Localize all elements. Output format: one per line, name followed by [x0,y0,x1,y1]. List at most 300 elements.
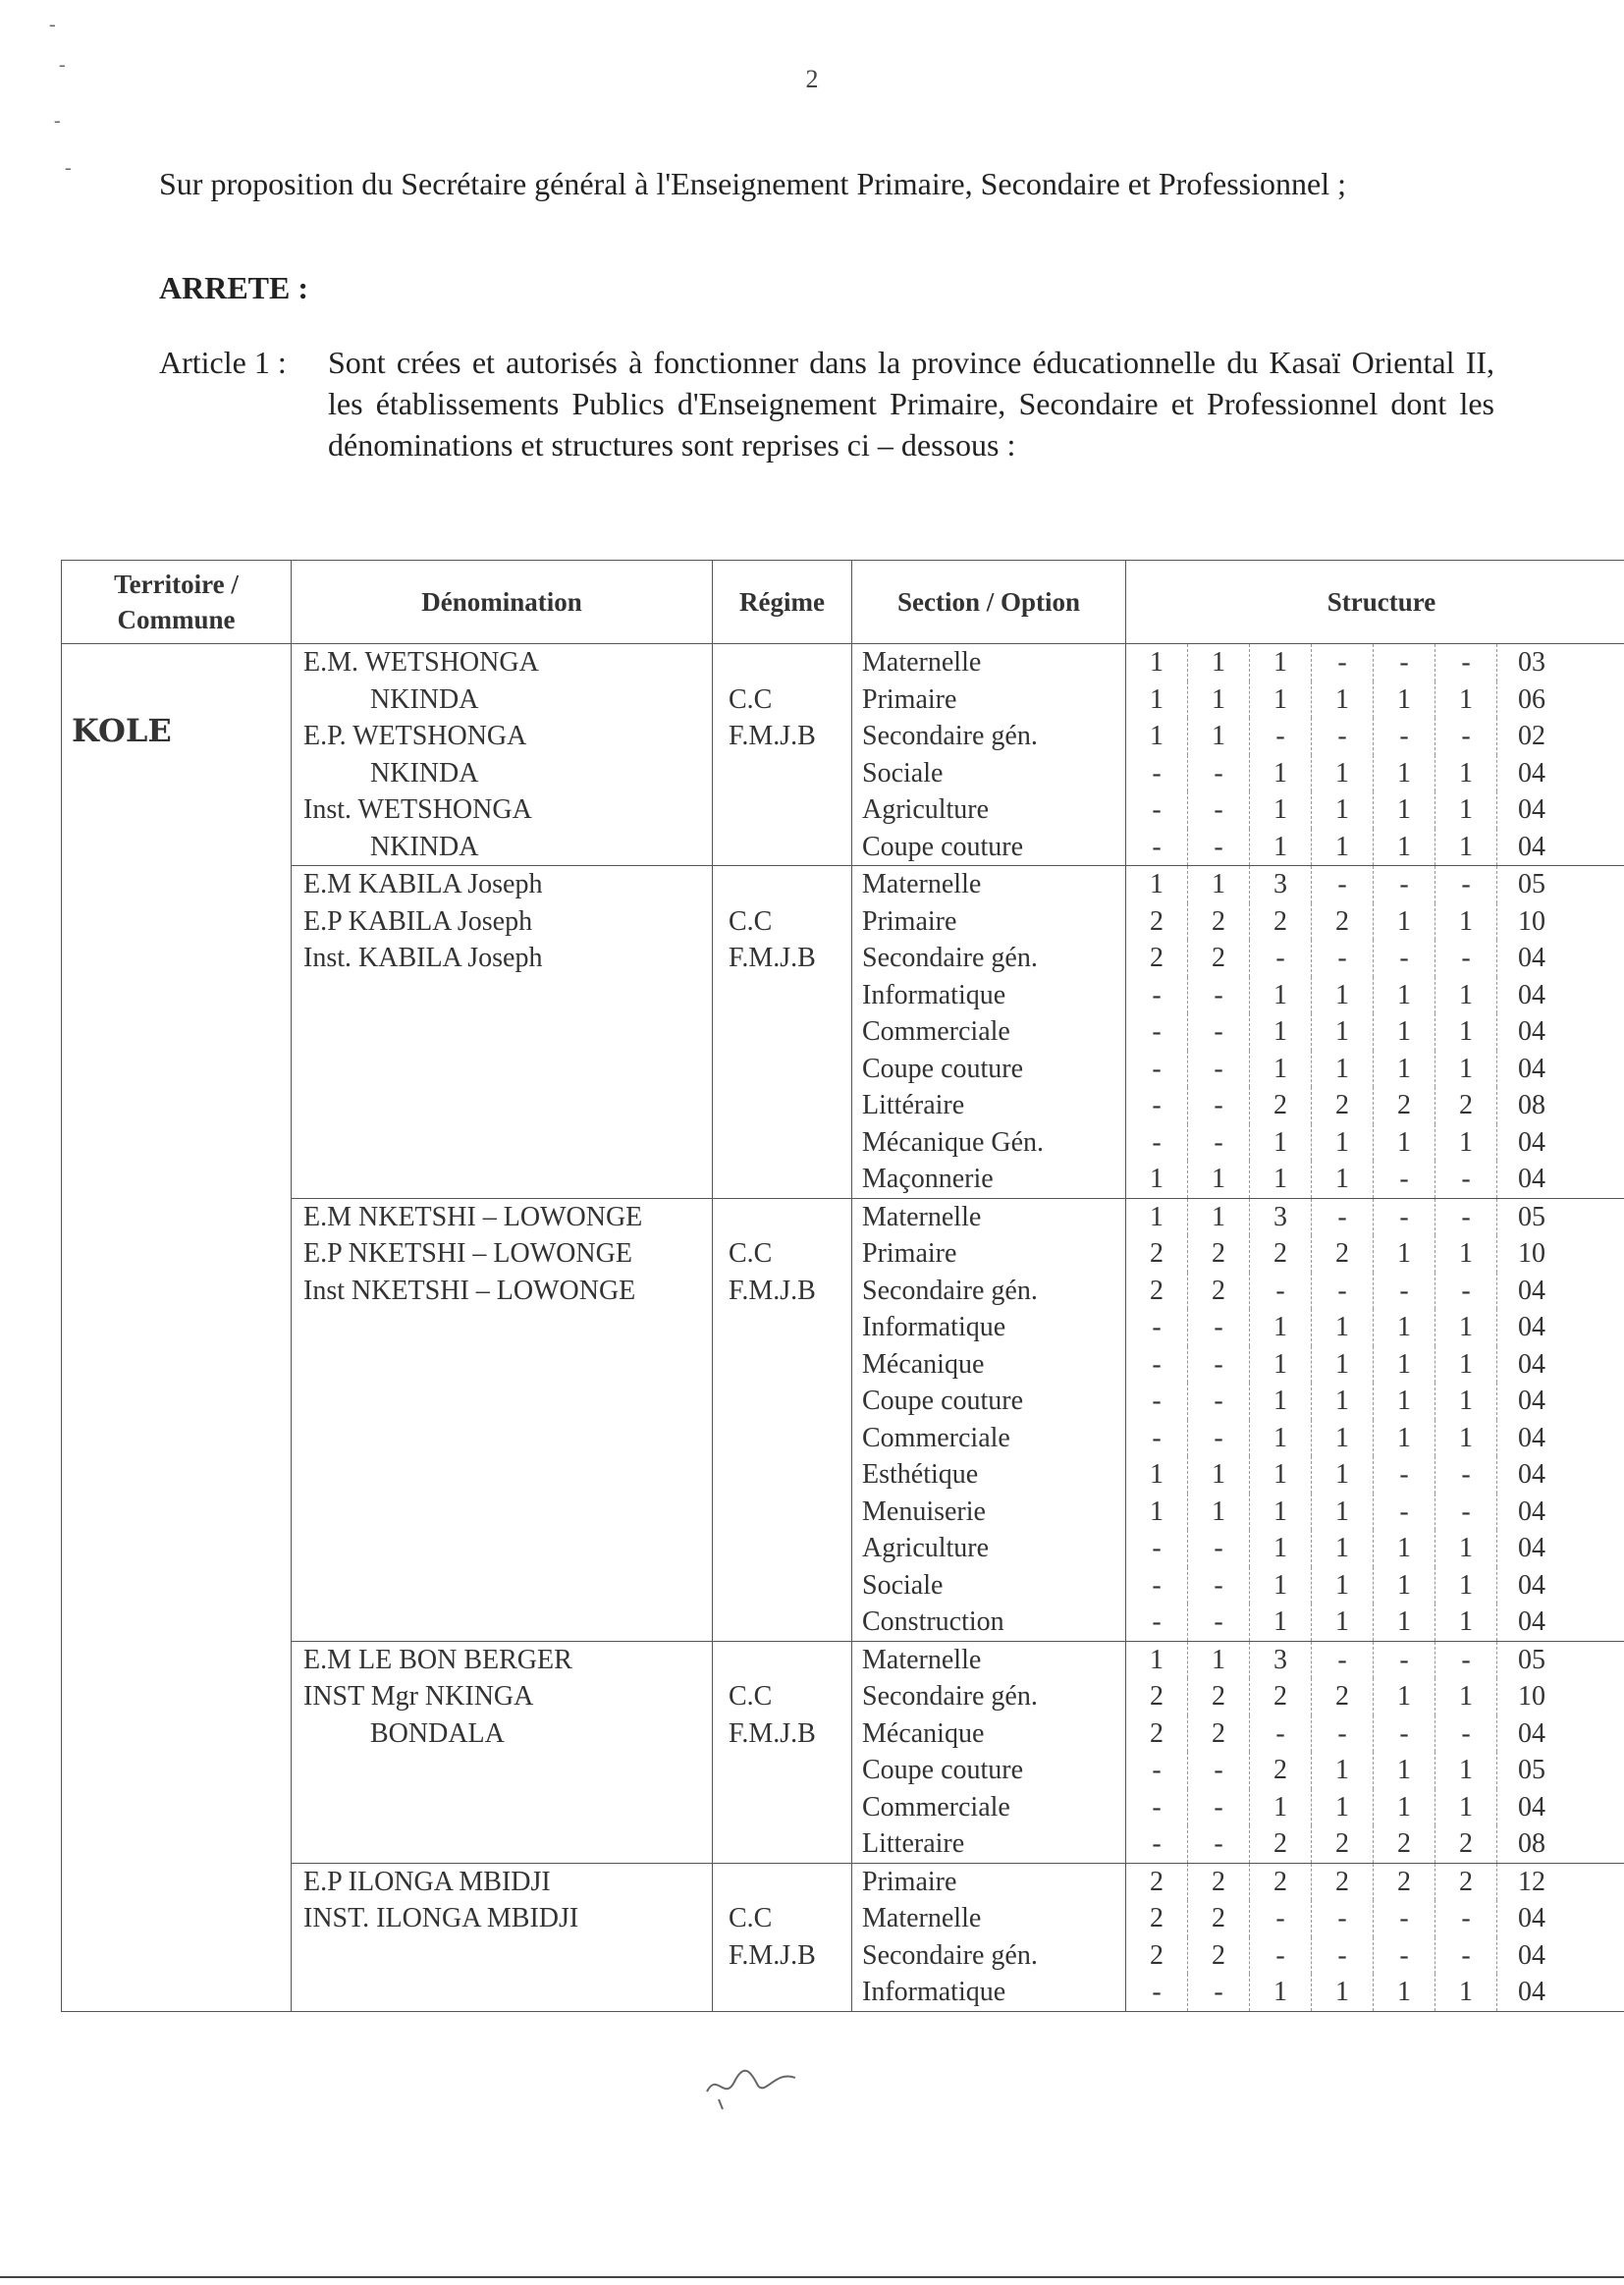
structure-value: 1 [1249,1383,1311,1420]
article-text: Sont crées et autorisés à fonctionner dans la province éducationnelle du Kasaï Oriental II, les établissements Publics d'Enseignement Primaire, Secondaire et Professionnel dont les dénominations et structures sont reprises ci – dessous : [328,345,1494,462]
structure-cell [1126,1198,1624,1641]
structure-row [1126,1715,1624,1753]
structure-row [1126,1974,1624,2011]
denomination-cell [292,1198,713,1641]
section-option: Agriculture [862,794,990,825]
structure-value: 1 [1373,1604,1435,1641]
page-number: 2 [805,65,819,93]
structure-value: - [1249,1937,1311,1975]
structure-value: - [1311,1715,1373,1753]
structure-row [1126,1789,1624,1826]
structure-value: 1 [1187,1642,1249,1679]
section-option: Mécanique [862,1717,985,1749]
structure-value: 3 [1249,1642,1311,1679]
structure-value: - [1311,1642,1373,1679]
structure-value: 1 [1435,1051,1496,1088]
structure-value: - [1187,1789,1249,1826]
structure-row [1126,1678,1624,1715]
structure-value: - [1152,1422,1162,1453]
section-option: Coupe couture [862,1386,1024,1416]
section-cell [852,1863,1126,2011]
structure-value: 1 [1373,1678,1435,1715]
structure-total: 06 [1496,681,1566,719]
structure-value: 1 [1435,681,1496,719]
structure-value: - [1152,1977,1162,2007]
structure-value: - [1435,1456,1496,1494]
structure-value: 1 [1435,903,1496,941]
structure-value: 1 [1249,1789,1311,1826]
intro-paragraph: Sur proposition du Secrétaire général à l'Enseignement Primaire, Secondaire et Professionnel ; [159,166,1346,201]
structure-total: 04 [1496,1124,1566,1162]
structure-value: - [1187,1825,1249,1863]
structure-value: 1 [1373,1051,1435,1088]
structure-value: 1 [1311,977,1373,1014]
regime-line: F.M.J.B [729,1717,816,1749]
denomination-line: INST. ILONGA MBIDJI [303,1903,579,1933]
structure-row [1126,644,1624,681]
structure-value: 1 [1187,644,1249,681]
structure-value: 1 [1187,681,1249,719]
structure-value: 1 [1311,1494,1373,1531]
regime-line: C.C [729,905,773,937]
structure-value: - [1373,644,1435,681]
structure-value: - [1187,1420,1249,1457]
section-option: Litteraire [862,1828,965,1859]
section-option: Commerciale [862,1016,1010,1047]
structure-total: 05 [1496,1642,1566,1679]
structure-total: 04 [1496,755,1566,792]
structure-value: - [1249,1900,1311,1937]
structure-value: - [1152,1828,1162,1859]
structure-value: 1 [1373,903,1435,941]
structure-value: 2 [1249,1678,1311,1715]
structure-value: 1 [1373,1013,1435,1051]
structure-cell [1126,1641,1624,1863]
section-option: Maternelle [862,1644,982,1675]
structure-value: 2 [1150,1903,1164,1933]
structure-table [61,560,1624,2012]
structure-value: - [1187,1752,1249,1789]
section-option: Coupe couture [862,1053,1024,1084]
table-group-row [62,1863,1624,2011]
structure-row [1126,1456,1624,1494]
section-option: Primaire [862,1866,957,1897]
structure-value: 1 [1249,644,1311,681]
structure-value: - [1435,940,1496,977]
denomination-line: E.P. WETSHONGA [303,721,527,751]
section-option: Sociale [862,757,944,789]
decree-heading: ARRETE : [159,270,309,305]
structure-value: - [1249,718,1311,755]
section-option: Secondaire gén. [862,1939,1038,1971]
structure-value: 1 [1435,1530,1496,1567]
structure-value: 1 [1249,755,1311,792]
structure-total: 04 [1496,940,1566,977]
structure-total: 02 [1496,718,1566,755]
structure-value: 1 [1311,1051,1373,1088]
structure-value: 1 [1249,1456,1311,1494]
section-option: Maternelle [862,869,982,899]
structure-value: 1 [1373,1309,1435,1346]
structure-value: 1 [1150,647,1164,678]
structure-total: 04 [1496,1789,1566,1826]
structure-value: - [1152,1755,1162,1785]
article-label: Article 1 : [159,345,287,380]
section-cell [852,644,1126,866]
structure-row [1126,903,1624,941]
structure-value: 1 [1311,829,1373,866]
structure-total: 04 [1496,1456,1566,1494]
structure-row [1126,1161,1624,1198]
table-group-row [62,644,1624,866]
structure-value: 2 [1435,1825,1496,1863]
structure-value: 1 [1249,1974,1311,2011]
structure-value: - [1435,1161,1496,1198]
regime-line: C.C [729,1238,773,1269]
structure-row [1126,1273,1624,1310]
structure-total: 08 [1496,1825,1566,1863]
structure-cell [1126,1863,1624,2011]
denomination-line: E.M. WETSHONGA [303,647,539,678]
structure-row [1126,1383,1624,1420]
structure-value: - [1152,831,1162,862]
structure-value: 1 [1249,1051,1311,1088]
structure-total: 10 [1496,903,1566,941]
structure-value: 1 [1187,866,1249,903]
structure-value: 1 [1311,1383,1373,1420]
structure-value: - [1373,940,1435,977]
section-option: Coupe couture [862,1755,1024,1785]
section-option: Commerciale [862,1422,1010,1453]
section-option: Littéraire [862,1090,965,1120]
structure-value: 1 [1435,791,1496,829]
scan-mark: - [65,157,72,179]
denomination-cell [292,1641,713,1863]
structure-value: 2 [1311,1864,1373,1901]
structure-total: 04 [1496,1937,1566,1975]
section-cell [852,866,1126,1199]
structure-cell [1126,866,1624,1199]
structure-value: - [1152,1791,1162,1823]
structure-value: 2 [1187,1900,1249,1937]
denomination-line: NKINDA [370,757,479,789]
structure-value: 1 [1373,1974,1435,2011]
structure-value: - [1187,1567,1249,1605]
structure-value: - [1435,1199,1496,1236]
structure-value: 2 [1187,1235,1249,1273]
structure-value: 1 [1435,1124,1496,1162]
structure-value: - [1373,1937,1435,1975]
structure-value: - [1435,866,1496,903]
structure-value: 1 [1373,681,1435,719]
structure-value: 1 [1373,1383,1435,1420]
structure-value: 2 [1249,1235,1311,1273]
section-option: Maternelle [862,1201,982,1232]
structure-value: 1 [1150,1201,1164,1232]
structure-row [1126,681,1624,719]
structure-value: 1 [1150,1496,1164,1527]
regime-line: F.M.J.B [729,721,816,751]
structure-value: 2 [1150,1275,1164,1306]
denomination-cell [292,644,713,866]
structure-value: 1 [1435,1789,1496,1826]
structure-value: - [1311,1937,1373,1975]
structure-value: - [1373,718,1435,755]
structure-value: 2 [1435,1864,1496,1901]
structure-value: - [1152,794,1162,825]
structure-value: - [1311,1199,1373,1236]
structure-value: 1 [1187,1456,1249,1494]
structure-value: 1 [1311,1346,1373,1384]
section-option: Agriculture [862,1533,990,1563]
denomination-line: E.M NKETSHI – LOWONGE [303,1201,643,1232]
structure-total: 04 [1496,1346,1566,1384]
structure-total: 04 [1496,829,1566,866]
structure-value: 1 [1373,1530,1435,1567]
structure-value: 1 [1373,1420,1435,1457]
scan-mark: - [49,14,56,35]
structure-row [1126,977,1624,1014]
structure-total: 04 [1496,1494,1566,1531]
structure-value: - [1373,866,1435,903]
structure-value: 2 [1150,1238,1164,1269]
section-option: Informatique [862,1312,1006,1342]
structure-value: - [1187,1346,1249,1384]
structure-row [1126,1825,1624,1863]
denomination-line: E.M KABILA Joseph [303,869,543,899]
structure-value: 1 [1373,1567,1435,1605]
table-group-row [62,1641,1624,1863]
structure-row [1126,1530,1624,1567]
structure-total: 04 [1496,1273,1566,1310]
structure-value: 3 [1249,1199,1311,1236]
structure-value: 1 [1150,1644,1164,1675]
structure-value: 2 [1249,903,1311,941]
structure-row [1126,1346,1624,1384]
structure-value: - [1152,1533,1162,1563]
structure-value: - [1373,1900,1435,1937]
structure-value: 1 [1311,1420,1373,1457]
structure-value: 1 [1249,1309,1311,1346]
structure-value: - [1435,1494,1496,1531]
structure-value: - [1187,829,1249,866]
header-territory: Territoire / Commune [62,561,292,644]
structure-value: - [1373,1161,1435,1198]
section-option: Secondaire gén. [862,943,1038,973]
structure-value: 1 [1249,791,1311,829]
structure-total: 04 [1496,1974,1566,2011]
structure-row [1126,1937,1624,1975]
structure-value: 2 [1249,1864,1311,1901]
structure-value: - [1435,1900,1496,1937]
table-group-row [62,866,1624,1199]
section-option: Coupe couture [862,831,1024,862]
denomination-line: Inst NKETSHI – LOWONGE [303,1275,636,1306]
structure-value: 1 [1435,1567,1496,1605]
structure-value: 1 [1435,755,1496,792]
section-option: Esthétique [862,1459,979,1490]
structure-value: - [1435,718,1496,755]
structure-total: 12 [1496,1864,1566,1901]
header-denomination: Dénomination [292,561,713,644]
structure-value: 2 [1249,1752,1311,1789]
structure-value: - [1187,1530,1249,1567]
structure-value: - [1152,1090,1162,1120]
structure-value: - [1311,1273,1373,1310]
structure-value: 1 [1249,1346,1311,1384]
section-option: Primaire [862,905,957,937]
structure-value: 1 [1435,1678,1496,1715]
structure-total: 04 [1496,1604,1566,1641]
section-option: Sociale [862,1569,944,1601]
section-option: Construction [862,1606,1004,1637]
structure-value: 1 [1249,1567,1311,1605]
structure-total: 10 [1496,1235,1566,1273]
structure-total: 10 [1496,1678,1566,1715]
regime-line: C.C [729,1681,773,1712]
structure-value: 2 [1311,1235,1373,1273]
structure-total: 04 [1496,1013,1566,1051]
section-option: Primaire [862,1238,957,1269]
section-option: Informatique [862,979,1006,1010]
structure-value: - [1152,1348,1162,1380]
structure-value: - [1152,1569,1162,1601]
structure-row [1126,1235,1624,1273]
structure-value: 1 [1435,1383,1496,1420]
structure-value: 1 [1311,1752,1373,1789]
structure-value: - [1311,866,1373,903]
structure-total: 04 [1496,791,1566,829]
structure-value: 1 [1249,681,1311,719]
structure-total: 04 [1496,1530,1566,1567]
structure-value: 2 [1249,1825,1311,1863]
table-body [62,644,1624,2012]
structure-row [1126,1604,1624,1641]
structure-value: 1 [1311,1789,1373,1826]
signature-mark [697,2052,805,2111]
structure-value: - [1152,1126,1162,1158]
section-option: Maçonnerie [862,1164,994,1194]
structure-value: - [1373,1456,1435,1494]
denomination-cell [292,1863,713,2011]
regime-cell [713,644,852,866]
structure-value: 2 [1249,1087,1311,1124]
structure-row [1126,1567,1624,1605]
structure-value: 1 [1311,1567,1373,1605]
structure-value: 1 [1373,829,1435,866]
structure-value: 1 [1187,1161,1249,1198]
structure-value: 2 [1187,940,1249,977]
structure-row [1126,1900,1624,1937]
structure-value: 2 [1373,1864,1435,1901]
structure-value: 1 [1373,1346,1435,1384]
structure-row [1126,829,1624,866]
structure-value: - [1187,755,1249,792]
denomination-line: Inst. WETSHONGA [303,794,532,825]
structure-value: 1 [1150,1164,1164,1194]
structure-value: 1 [1249,1161,1311,1198]
bottom-rule [0,2276,1624,2278]
structure-total: 08 [1496,1087,1566,1124]
structure-value: 2 [1150,1866,1164,1897]
denomination-line: E.M LE BON BERGER [303,1644,572,1675]
structure-value: 2 [1187,1715,1249,1753]
structure-total: 03 [1496,644,1566,681]
structure-value: 1 [1373,1235,1435,1273]
structure-value: 1 [1373,1789,1435,1826]
structure-value: 1 [1435,829,1496,866]
section-option: Commerciale [862,1791,1010,1823]
territory-name: KOLE [72,712,172,749]
section-cell [852,1641,1126,1863]
structure-value: 2 [1150,1717,1164,1749]
structure-value: - [1311,718,1373,755]
structure-value: - [1187,1087,1249,1124]
structure-row [1126,1087,1624,1124]
section-option: Menuiserie [862,1496,986,1527]
structure-value: 1 [1435,1974,1496,2011]
structure-value: - [1435,1642,1496,1679]
structure-value: 1 [1311,681,1373,719]
structure-value: 3 [1249,866,1311,903]
structure-value: - [1249,940,1311,977]
section-option: Secondaire gén. [862,721,1038,751]
scan-mark: - [59,54,66,76]
denomination-line: NKINDA [370,683,479,715]
structure-value: 1 [1311,1456,1373,1494]
structure-value: 1 [1373,1124,1435,1162]
structure-value: 1 [1150,869,1164,899]
structure-row [1126,1494,1624,1531]
regime-line: F.M.J.B [729,1275,816,1306]
structure-value: 2 [1150,943,1164,973]
structure-value: 2 [1187,1273,1249,1310]
regime-line: F.M.J.B [729,943,816,973]
structure-row [1126,1420,1624,1457]
structure-value: - [1187,1013,1249,1051]
structure-value: 2 [1311,1825,1373,1863]
structure-value: - [1249,1715,1311,1753]
section-cell [852,1198,1126,1641]
structure-value: 1 [1435,1604,1496,1641]
structure-row [1126,1124,1624,1162]
denomination-line: Inst. KABILA Joseph [303,943,543,973]
structure-value: 2 [1187,1937,1249,1975]
structure-value: - [1311,940,1373,977]
structure-value: 1 [1150,721,1164,751]
structure-value: - [1311,644,1373,681]
section-option: Maternelle [862,1903,982,1933]
structure-value: - [1249,1273,1311,1310]
structure-row [1126,1051,1624,1088]
structure-value: 1 [1435,977,1496,1014]
section-option: Mécanique [862,1348,985,1380]
regime-line: C.C [729,1903,773,1933]
structure-total: 05 [1496,1752,1566,1789]
structure-row [1126,1642,1624,1679]
structure-value: 2 [1435,1087,1496,1124]
structure-value: 1 [1311,755,1373,792]
structure-total: 04 [1496,1161,1566,1198]
structure-row [1126,791,1624,829]
structure-value: 2 [1150,1681,1164,1712]
structure-value: 1 [1311,1124,1373,1162]
structure-total: 04 [1496,1051,1566,1088]
structure-value: - [1373,1642,1435,1679]
structure-value: 2 [1187,1678,1249,1715]
structure-value: - [1435,1937,1496,1975]
structure-value: 2 [1150,1939,1164,1971]
